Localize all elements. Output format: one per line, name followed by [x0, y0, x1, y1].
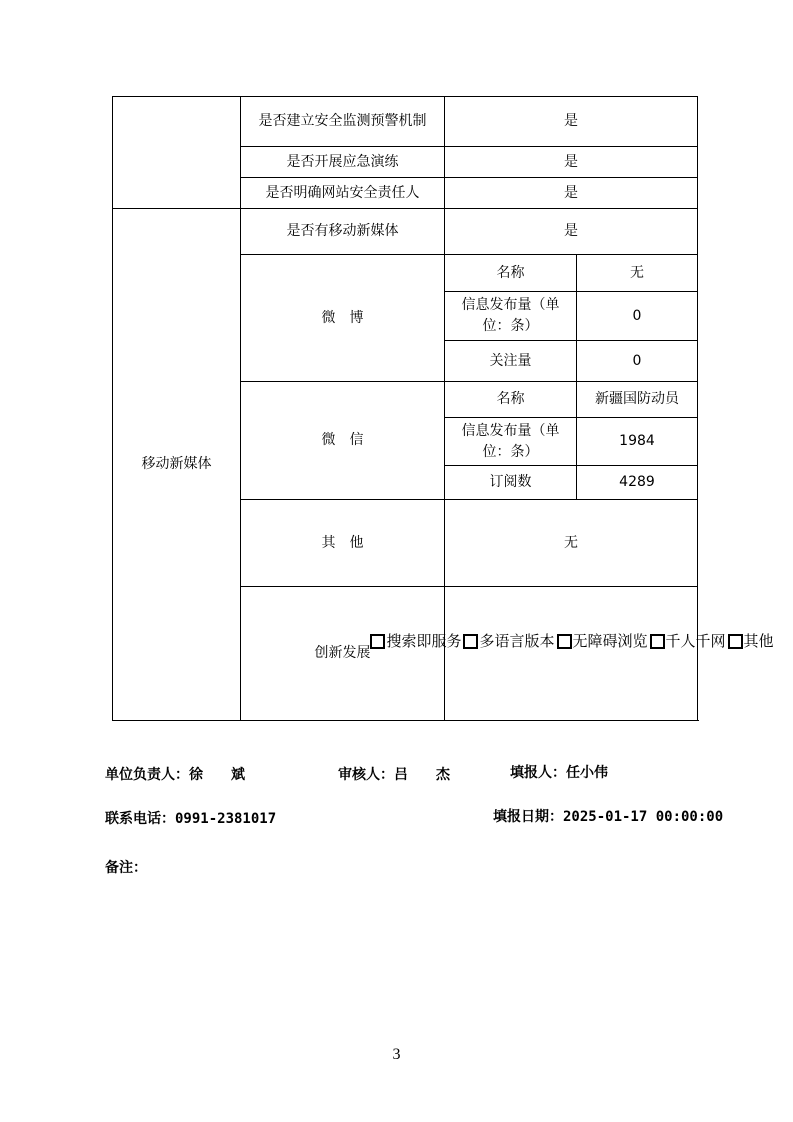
option-other[interactable] — [726, 631, 774, 652]
drill-value: 是 — [445, 147, 698, 178]
weibo-name-value: 无 — [577, 255, 698, 292]
other-value: 无 — [445, 500, 698, 587]
wechat-name-label: 名称 — [445, 382, 577, 418]
weibo-posts-label: 信息发布量（单位：条） — [445, 292, 577, 341]
phone-value: 0991-2381017 — [175, 811, 277, 827]
option-label: 无障碍浏览 — [572, 632, 648, 650]
drill-label: 是否开展应急演练 — [241, 147, 445, 178]
has-media-label: 是否有移动新媒体 — [241, 209, 445, 255]
wechat-label: 微 信 — [241, 382, 445, 500]
checkbox-icon[interactable] — [463, 634, 478, 649]
filler-line — [510, 762, 608, 782]
unit-head-value: 徐 斌 — [189, 767, 245, 783]
checkbox-icon[interactable] — [728, 634, 743, 649]
option-search-as-service[interactable] — [368, 631, 461, 652]
weibo-posts-value: 0 — [577, 292, 698, 341]
date-line — [493, 806, 723, 826]
weibo-label: 微 博 — [241, 255, 445, 382]
reviewer-value: 吕 杰 — [394, 767, 450, 783]
table-row — [113, 209, 698, 255]
monitoring-value: 是 — [445, 97, 698, 147]
responsible-value: 是 — [445, 178, 698, 209]
date-label: 填报日期： — [493, 809, 563, 825]
weibo-followers-value: 0 — [577, 341, 698, 382]
checkbox-icon[interactable] — [650, 634, 665, 649]
phone-label: 联系电话： — [105, 811, 175, 827]
other-label: 其 他 — [241, 500, 445, 587]
page-number: 3 — [392, 1046, 401, 1063]
wechat-name-value: 新疆国防动员 — [577, 382, 698, 418]
checkbox-icon[interactable] — [557, 634, 572, 649]
wechat-posts-value: 1984 — [577, 418, 698, 466]
date-value: 2025-01-17 00:00:00 — [563, 809, 724, 825]
option-multilingual[interactable] — [461, 631, 554, 652]
wechat-posts-label: 信息发布量（单位：条） — [445, 418, 577, 466]
innovation-section-label: 创新发展 — [241, 587, 445, 721]
option-label: 千人千网 — [665, 632, 726, 650]
innovation-options-cell — [386, 587, 774, 721]
option-personalized[interactable] — [648, 631, 726, 652]
table-row — [113, 97, 698, 147]
filler-value: 任小伟 — [566, 765, 608, 781]
reviewer-label: 审核人： — [338, 767, 394, 783]
phone-line — [105, 808, 276, 828]
remarks-line — [105, 857, 147, 877]
unit-head-line — [105, 764, 245, 784]
option-accessibility[interactable] — [555, 631, 648, 652]
option-label: 其他 — [743, 632, 774, 650]
report-table — [112, 96, 774, 721]
unit-head-label: 单位负责人： — [105, 767, 189, 783]
media-section-label: 移动新媒体 — [113, 209, 241, 721]
has-media-value: 是 — [445, 209, 698, 255]
wechat-subscribers-value: 4289 — [577, 466, 698, 500]
reviewer-line — [338, 764, 450, 784]
option-label: 多语言版本 — [479, 632, 555, 650]
filler-label: 填报人： — [510, 765, 566, 781]
option-label: 搜索即服务 — [386, 632, 462, 650]
weibo-followers-label: 关注量 — [445, 341, 577, 382]
security-section-cell — [113, 97, 241, 209]
weibo-name-label: 名称 — [445, 255, 577, 292]
wechat-subscribers-label: 订阅数 — [445, 466, 577, 500]
innovation-options — [386, 631, 774, 652]
monitoring-label: 是否建立安全监测预警机制 — [241, 97, 445, 147]
checkbox-icon[interactable] — [370, 634, 385, 649]
responsible-label: 是否明确网站安全责任人 — [241, 178, 445, 209]
remarks-label: 备注： — [105, 860, 147, 876]
